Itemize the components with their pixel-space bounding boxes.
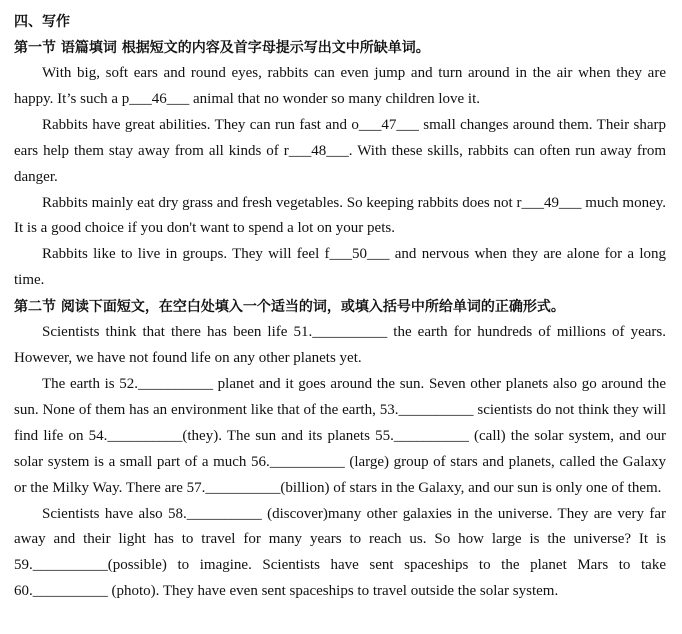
part1-paragraph-2: Rabbits have great abilities. They can run fast and o___47___ small changes around them. Their sharp ears help them stay away from all kinds of r___48___. With these skills, rabbits can often run away from danger. bbox=[14, 116, 666, 185]
part1-heading: 第一节 语篇填词 根据短文的内容及首字母提示写出文中所缺单词。 bbox=[14, 40, 430, 56]
part2-paragraph-2: The earth is 52.__________ planet and it goes around the sun. Seven other planets also go around the sun. None of them has an environment like that of the earth, 53.__________ scientists do not think they will find life on 54.__________(they). The sun and its planets 55.__________ (call) the solar system, and our solar system is a small part of a much 56.__________ (large) group of stars and planets, called the Galaxy or the Milky Way. There are 57.__________(billion) of stars in the Galaxy, and our sun is only one of them. bbox=[14, 375, 666, 496]
section-title: 四、写作 bbox=[14, 14, 70, 30]
part2-paragraph-1: Scientists think that there has been life 51.__________ the earth for hundreds of millions of years. However, we have not found life on any other planets yet. bbox=[14, 324, 666, 367]
part1-paragraph-3: Rabbits mainly eat dry grass and fresh vegetables. So keeping rabbits does not r___49___ much money. It is a good choice if you don't want to spend a lot on your pets. bbox=[14, 194, 666, 237]
exam-page bbox=[14, 9, 666, 605]
part2-paragraph-3: Scientists have also 58.__________ (discover)many other galaxies in the universe. They are very far away and their light has to travel for many years to reach us. So how large is the universe? It is 59.__________(possible) to imagine. Scientists have sent spaceships to the planet Mars to take 60.__________ (photo). They have even sent spaceships to travel outside the solar system. bbox=[14, 505, 666, 600]
part1-paragraph-4: Rabbits like to live in groups. They will feel f___50___ and nervous when they are alone for a long time. bbox=[14, 246, 666, 289]
part1-paragraph-1: With big, soft ears and round eyes, rabbits can even jump and turn around in the air when they are happy. It’s such a p___46___ animal that no wonder so many children love it. bbox=[14, 65, 666, 107]
part2-heading: 第二节 阅读下面短文，在空白处填入一个适当的词，或填入括号中所给单词的正确形式。 bbox=[14, 299, 565, 316]
